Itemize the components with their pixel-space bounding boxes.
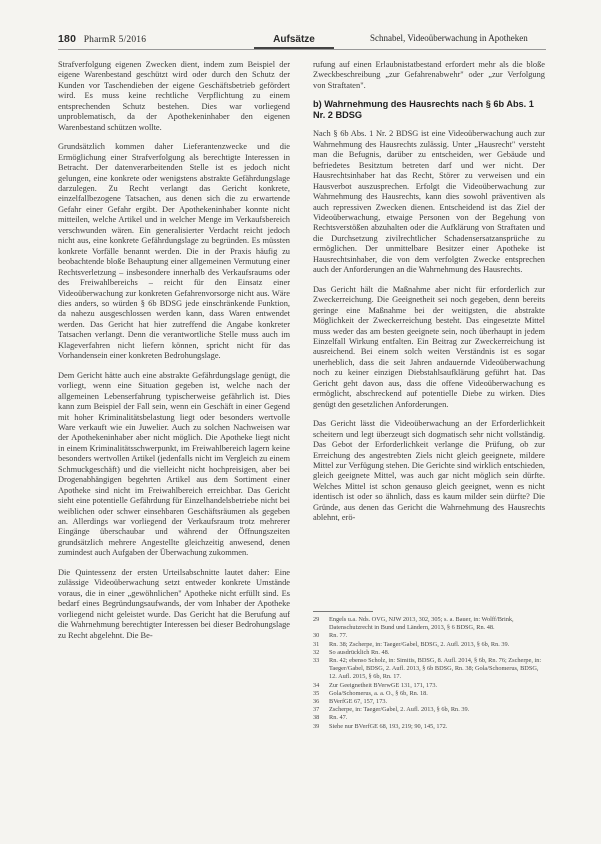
footnote-text: Rn. 42; ebenso Scholz, in: Simitis, BDSG, 8. Aufl. 2014, § 6b, Rn. 76; Zscherpe, in: Taeger/Gabel, BDSG, 2. Aufl. 2013, § 6b BDSG, Rn. 38; Gola/Schomerus, BDSG, 12. Aufl. 2015, § 6b, Rn. 17.	[329, 657, 542, 681]
footnote-text: Engels u.a. Nds. OVG, NJW 2013, 302, 305; s. a. Bauer, in: Wolff/Brink, Datenschutzrecht in Bund und Ländern, 2013, § 6 BDSG, Rn. 48.	[329, 616, 514, 632]
footnote	[313, 649, 545, 657]
journal-citation: PharmR 5/2016	[83, 35, 147, 45]
footnote-text: Zscherpe, in: Taeger/Gabel, 2. Aufl. 2013, § 6b, Rn. 39.	[329, 706, 470, 714]
running-title: Schnabel, Videoüberwachung in Apotheken	[370, 33, 528, 43]
body-paragraph: Das Gericht lässt die Videoüberwachung an der Erforderlichkeit scheitern und legt überzeugt sich dogmatisch sehr nicht vollständig. Das Gebot der Erforderlichkeit verlange die Prüfung, ob zur Erreichung des angestrebten Ziels nicht gleich geeignete, mildere Mittel zur Verfügung stehen. Die Gerichte sind wirklich entschieden, gleich geeignete Mittel, was auch gar nicht möglich sein dürfte. Welches Mittel ist schon genauso gleich geeignet, wenn es nicht identisch ist oder so ähnlich, dass es kaum milder sein dürfte? Die Gründe, aus denen das Gericht die Wahrnehmung des Hausrechts ablehnt, erö-	[313, 419, 545, 523]
body-paragraph: rufung auf einen Erlaubnistatbestand erfordert mehr als die bloße Zweckbeschreibung „zur Gefahrenabwehr" oder „zur Verfolgung von Straftaten".	[313, 60, 545, 90]
footnote-number: 31	[313, 640, 320, 648]
section-heading: b) Wahrnehmung des Hausrechts nach § 6b Abs. 1 Nr. 2 BDSG	[313, 99, 534, 121]
footnote-text: BVerfGE 67, 157, 173.	[329, 698, 388, 706]
body-paragraph: Die Quintessenz der ersten Urteilsabschnitte lautet daher: Eine zulässige Videoüberwachung setzt entweder konkrete Umstände voraus, die in einer „gewöhnlichen" Apotheke nicht erfüllt sind. Es bedarf eines Begründungsaufwands, der vom Inhaber der Apotheke vorliegend nicht geleistet wurde. Das Gericht hat die Berufung auf die Wahrnehmung berechtigter Interessen bei dieser Bedrohungslage zu Recht abgelehnt. Die Be-	[58, 567, 290, 640]
footnote-rule	[313, 611, 373, 612]
footnote	[313, 657, 545, 682]
footnote-text: Rn. 47.	[329, 714, 348, 722]
footnote-text: Gola/Schomerus, a. a. O., § 6b, Rn. 18.	[329, 689, 428, 697]
header-rule	[58, 49, 546, 50]
footnote	[313, 690, 545, 698]
footnote-number: 39	[313, 722, 320, 730]
footnote-text: Rn. 77.	[329, 632, 348, 640]
footnote	[313, 616, 545, 632]
page-header-left	[58, 33, 146, 45]
page-number: 180	[58, 33, 77, 45]
footnote	[313, 714, 545, 722]
left-column	[58, 60, 290, 805]
body-paragraph: Grundsätzlich kommen daher Lieferantenzwecke und die Ermöglichung einer Strafverfolgung als berechtigte Interessen in Betracht. Der datenverarbeitenden Stelle ist es jedoch nicht gelungen, eine konkrete oder wenigstens abstrakte Gefährdungslage darzulegen. Zu Recht verlangt das Gericht konkrete, einzelfallbezogene Tatsachen, aus denen sich die zu erwartende Gefahr einer Gefahr ergibt. Der Apothekeninhaber konnte nicht mitteilen, welche Artikel und in welcher Menge im Verkaufsbereich verschwunden wären. Ein generalisierter Verdacht reicht jedoch nicht aus, eine konkrete Gefährdungslage zu begründen. Es müssten konkrete Vorfälle benannt werden. Die in der Praxis häufig zu beobachtende bloße Behauptung einer allgemeinen Vermutung einer Rechtsverletzung – insbesondere innerhalb des Verkaufsraums oder des Freiwahlbereichs – reicht für den Einsatz einer Videoüberwachung zur konkreten Gefahrenvorsorge nicht aus. Wäre dies anders, so würden § 6b BDSG jede einschränkende Funktion, da nahezu ausgeschlossen werden kann, dass Waren entwendet werden. Das Gericht hat hier zutreffend die Angabe konkreter Tatsachen verlangt. Denn die verantwortliche Stelle muss auch im Klageverfahren nicht liefern können, spricht nicht für das Vorhandensein einer konkreten Bedrohungslage.	[58, 142, 290, 361]
footnote	[313, 682, 545, 690]
footnote-number: 30	[313, 632, 320, 640]
footnote-text: Rn. 38; Zscherpe, in: Taeger/Gabel, BDSG, 2. Aufl. 2013, § 6b, Rn. 39.	[329, 640, 510, 648]
body-paragraph: Strafverfolgung eigenen Zwecken dient, indem zum Beispiel der eigene Warenbestand geschützt wird oder durch den Schutz der Kunden vor Taschendieben der eigene Geschäftsbetrieb gefördert wird. Es muss keine rechtliche Verpflichtung zu einem entsprechenden Schutz bestehen. Dies war vorliegend unproblematisch, da der Apothekeninhaber den eigenen Warenbestand schützen wollte.	[58, 60, 290, 132]
footnote-number: 36	[313, 698, 320, 706]
body-paragraph: Dem Gericht hätte auch eine abstrakte Gefährdungslage genügt, die vorliegt, wenn eine Situation gegeben ist, welche nach der allgemeinen Lebenserfahrung typischerweise gefährlich ist. Dies kann zum Beispiel der Fall sein, wenn ein Geschäft in einer Gegend mit hoher Kriminalitätsbelastung liegt oder besonders wertvolle Ware verkauft wie ein Juwelier. Auch zu solchen Nachweisen war der Apothekeninhaber aber nicht möglich. Die Apotheke liegt nicht in einem Kriminalitätsschwerpunkt, im Freiwahlbereich lagern keine besonders wertvollen Artikel (jedenfalls nicht im Vergleich zu einem Schmuckgeschäft) und die vielleicht nicht hochpreisigen, aber bei Drogenabhängigen begehrten Artikel aus dem Sortiment einer Apotheke sind nicht im Freiwahlbereich erreichbar. Das Gericht sieht eine potentielle Gefährdung für Einzelhandelsbetriebe nicht bei weiblichen oder schwer einsehbaren Geschäftsräumen als gegeben an. Allerdings war vorliegend der Verkaufsraum trotz mehrerer Eingänge überschaubar und während der Öffnungszeiten grundsätzlich mehrere Angestellte gleichzeitig anwesend, denen zumindest auch Aufgaben der Überwachung zukommen.	[58, 370, 290, 558]
footnotes	[313, 616, 545, 731]
footnote	[313, 698, 545, 706]
footnote-text: Zur Geeignetheit BVerwGE 131, 171, 173.	[329, 681, 438, 689]
footnote-text: So ausdrücklich Rn. 48.	[329, 648, 390, 656]
footnote	[313, 723, 545, 731]
footnote-text: Siehe nur BVerfGE 68, 193, 219; 90, 145, 172.	[329, 722, 448, 730]
footnote-number: 38	[313, 714, 320, 722]
footnote	[313, 706, 545, 714]
footnote	[313, 632, 545, 640]
body-paragraph: Nach § 6b Abs. 1 Nr. 2 BDSG ist eine Videoüberwachung auch zur Wahrnehmung des Hausrechts zulässig. Unter „Hausrecht" versteht man die Befugnis, darüber zu entscheiden, wer Gebäude und befriedetes Besitztum betreten darf und wer nicht. Der Hausrechtsinhaber hat das Recht, Störer zu verweisen und ein Hausverbot auszusprechen. Erfolgt die Videoüberwachung zur Wahrnehmung des Hausrechts, kann dies sowohl präventiven als auch repressiven Zwecken dienen. Entscheidend ist das Ziel der Videoüberwachung, etwaige Personen von der Begehung von Rechtsverstößen abzuhalten oder die Aufklärung von Straftaten und die Durchsetzung zivilrechtlicher Schadensersatzansprüche zu ermöglichen. Der unmittelbare Besitzer einer Apotheke ist Hausrechtsinhaber, die von dem verfolgten Zwecke entsprechen auch der Anforderungen an die Wahrnehmung des Hausrechts.	[313, 129, 545, 275]
body-paragraph: Das Gericht hält die Maßnahme aber nicht für erforderlich zur Zweckerreichung. Die Geeignetheit sei noch gegeben, denn bereits geringe eine Maßnahme bei der weitigsten, die abstrakte Möglichkeit der Zweckerreichung besteht. Das eingesetzte Mittel muss weder das am besten geeignete sein, noch überhaupt in jedem Einzelfall Wirkung entfalten. Ein Beitrag zur Zweckerreichung ist ausreichend. Bei einem solch weiten Verständnis ist es sogar unerheblich, dass die seit Jahren andauernde Videoüberwachung noch zu keiner einzigen Diebstahlsaufklärung geführt hat. Das Gericht geht davon aus, dass die offene Videoüberwachung es ermöglicht, abschreckend auf potentielle Diebe zu wirken. Dies genügt den gesetzlichen Anforderungen.	[313, 284, 545, 409]
footnote-number: 35	[313, 689, 320, 697]
section-label: Aufsätze	[254, 34, 334, 49]
footnote-number: 32	[313, 648, 320, 656]
footnote-number: 29	[313, 616, 320, 623]
footnote-number: 33	[313, 657, 320, 665]
footnote	[313, 641, 545, 649]
footnote-number: 37	[313, 706, 320, 714]
footnote-number: 34	[313, 681, 320, 689]
